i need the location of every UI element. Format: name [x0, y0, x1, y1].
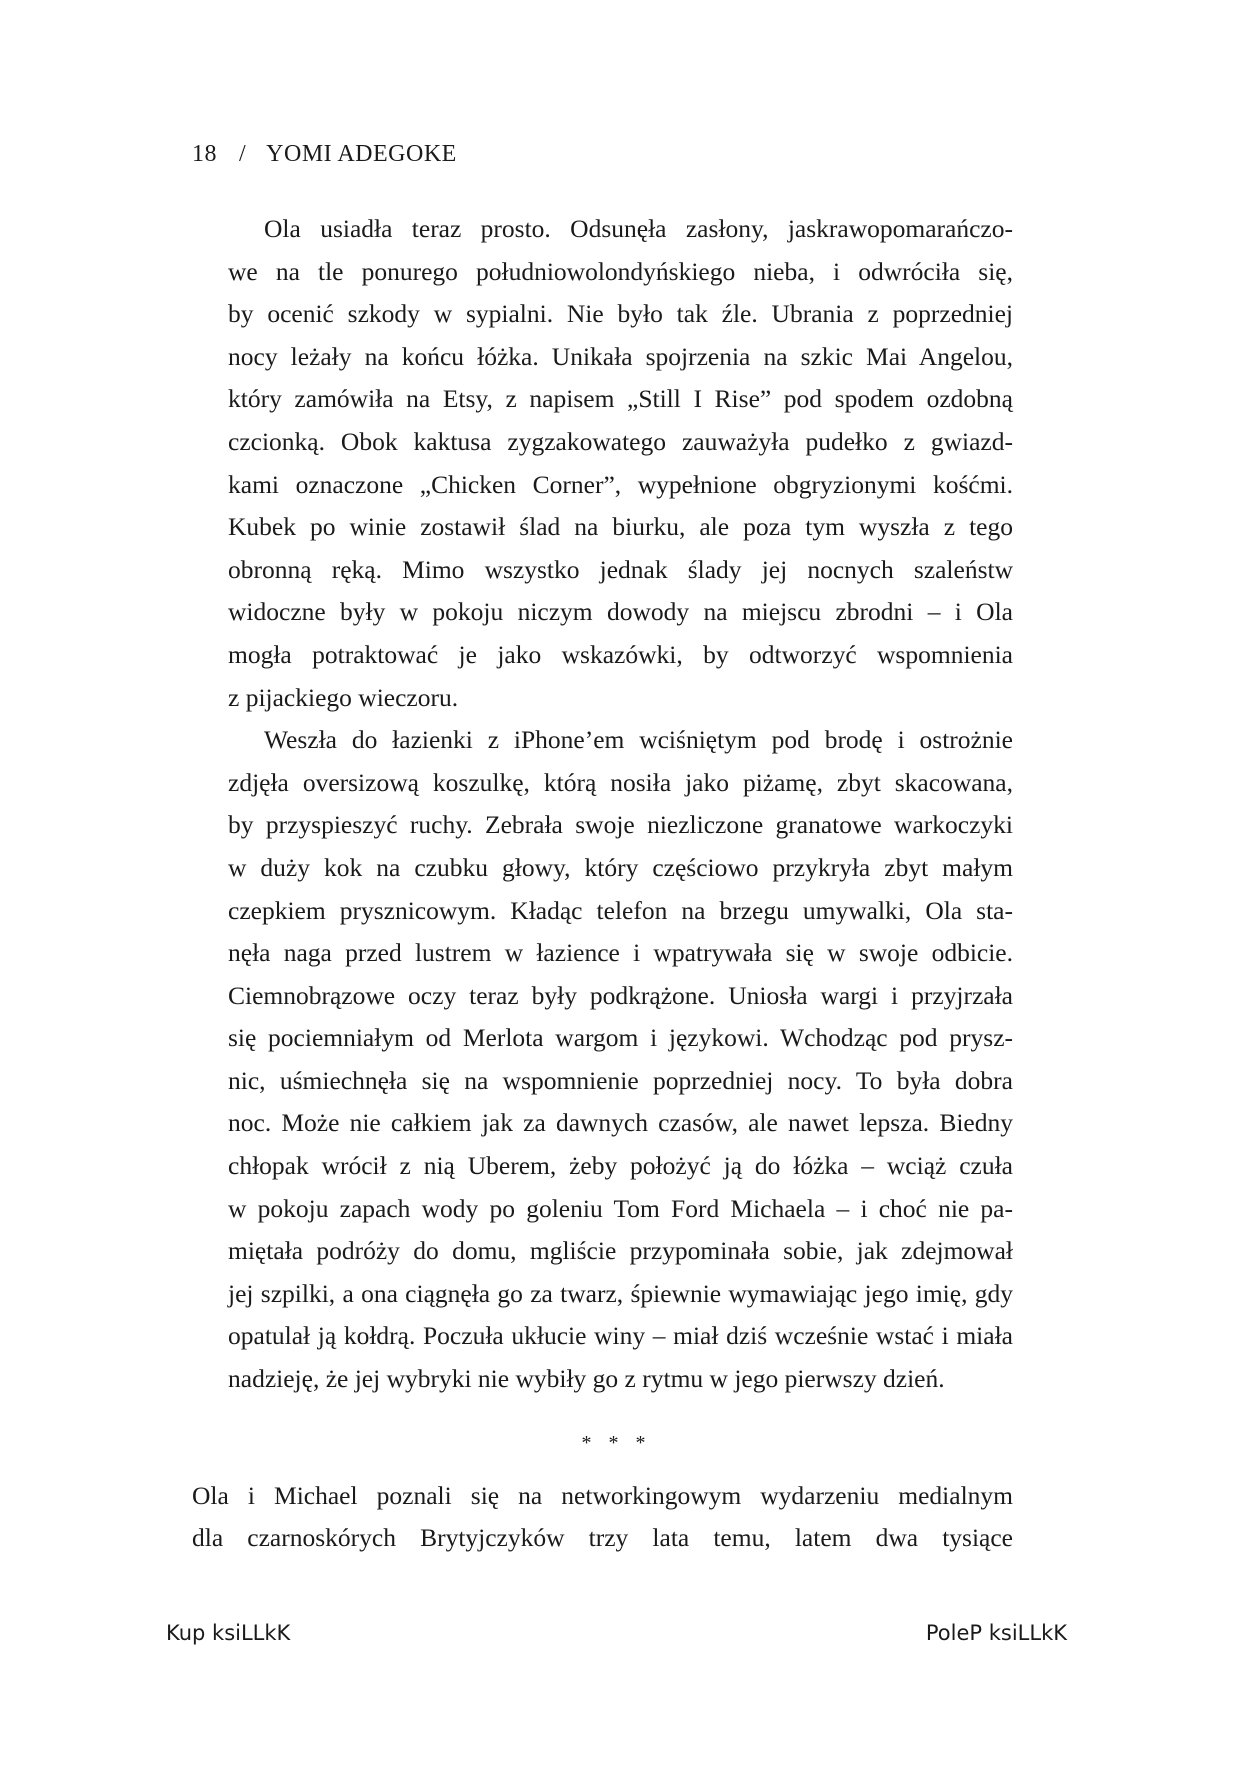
text-line: miętała podróży do domu, mgliście przypominała sobie, jak zdejmował — [228, 1236, 1013, 1266]
paragraph — [192, 1475, 1013, 1560]
text-line: opatulał ją kołdrą. Poczuła ukłucie winy – miał dziś wcześnie wstać i miała — [228, 1321, 1013, 1351]
text-line: czcionką. Obok kaktusa zygzakowatego zauważyła pudełko z gwiazd- — [228, 426, 1013, 456]
text-line: jej szpilki, a ona ciągnęła go za twarz, śpiewnie wymawiając jego imię, gdy — [228, 1278, 1013, 1308]
text-line: czepkiem prysznicowym. Kładąc telefon na brzegu umywalki, Ola sta- — [228, 895, 1013, 925]
text-line: w duży kok na czubku głowy, który częściowo przykryła zbyt małym — [228, 852, 1013, 882]
text-line: nadzieję, że jej wybryki nie wybiły go z rytmu w jego pierwszy dzień. — [228, 1364, 945, 1394]
text-line: nocy leżały na końcu łóżka. Unikała spojrzenia na szkic Mai Angelou, — [228, 341, 1013, 371]
text-line: mogła potraktować je jako wskazówki, by odtworzyć wspomnienia — [228, 639, 1013, 669]
paragraph — [192, 719, 1013, 1401]
paragraph-after-break — [192, 1475, 1013, 1560]
text-line: kami oznaczone „Chicken Corner”, wypełnione obgryzionymi kośćmi. — [228, 469, 1013, 499]
paragraph — [192, 208, 1013, 719]
text-line: chłopak wrócił z nią Uberem, żeby położyć ją do łóżka – wciąż czuła — [228, 1151, 1013, 1181]
page-number: 18 — [192, 141, 217, 167]
buy-book-link[interactable]: Kup ksiLLkK — [166, 1621, 291, 1645]
text-line: z pijackiego wieczoru. — [228, 682, 459, 712]
text-line: nęła naga przed lustrem w łazience i wpatrywała się w swoje odbicie. — [228, 938, 1013, 968]
text-line: widoczne były w pokoju niczym dowody na miejscu zbrodni – i Ola — [228, 597, 1013, 627]
running-head-separator: / — [239, 141, 247, 167]
text-line: by przyspieszyć ruchy. Zebrała swoje niezliczone granatowe warkoczyki — [228, 810, 1013, 840]
text-line: się pociemniałym od Merlota wargom i językowi. Wchodząc pod prysz- — [228, 1023, 1013, 1053]
scene-break: * * * — [581, 1431, 652, 1454]
running-head — [192, 141, 457, 168]
text-line: we na tle ponurego południowolondyńskiego nieba, i odwróciła się, — [228, 256, 1013, 286]
text-line: nic, uśmiechnęła się na wspomnienie poprzedniej nocy. To była dobra — [228, 1065, 1013, 1095]
text-line: Ciemnobrązowe oczy teraz były podkrążone. Uniosła wargi i przyjrzała — [228, 980, 1013, 1010]
text-line: noc. Może nie całkiem jak za dawnych czasów, ale nawet lepsza. Biedny — [228, 1108, 1013, 1138]
recommend-book-link[interactable]: PoleP ksiLLkK — [925, 1621, 1067, 1645]
text-line: Weszła do łazienki z iPhone’em wciśniętym pod brodę i ostrożnie — [264, 725, 1013, 755]
text-line: dla czarnoskórych Brytyjczyków trzy lata temu, latem dwa tysiące — [192, 1523, 1013, 1553]
text-line: Ola i Michael poznali się na networkingowym wydarzeniu medialnym — [192, 1480, 1013, 1510]
running-head-author: YOMI ADEGOKE — [266, 141, 457, 167]
text-line: Ola usiadła teraz prosto. Odsunęła zasłony, jaskrawopomarańczo- — [264, 214, 1013, 243]
text-line: by ocenić szkody w sypialni. Nie było tak źle. Ubrania z poprzedniej — [228, 299, 1013, 329]
paragraphs — [192, 208, 1013, 1401]
text-line: który zamówiła na Etsy, z napisem „Still I Rise” pod spodem ozdobną — [228, 384, 1013, 414]
text-line: w pokoju zapach wody po goleniu Tom Ford Michaela – i choć nie pa- — [228, 1193, 1013, 1223]
text-line: obronną ręką. Mimo wszystko jednak ślady jej nocnych szaleństw — [228, 554, 1013, 584]
body-text — [192, 208, 1013, 1560]
text-line: zdjęła oversizową koszulkę, którą nosiła jako piżamę, zbyt skacowana, — [228, 767, 1013, 797]
text-line: Kubek po winie zostawił ślad na biurku, ale poza tym wyszła z tego — [228, 512, 1013, 542]
